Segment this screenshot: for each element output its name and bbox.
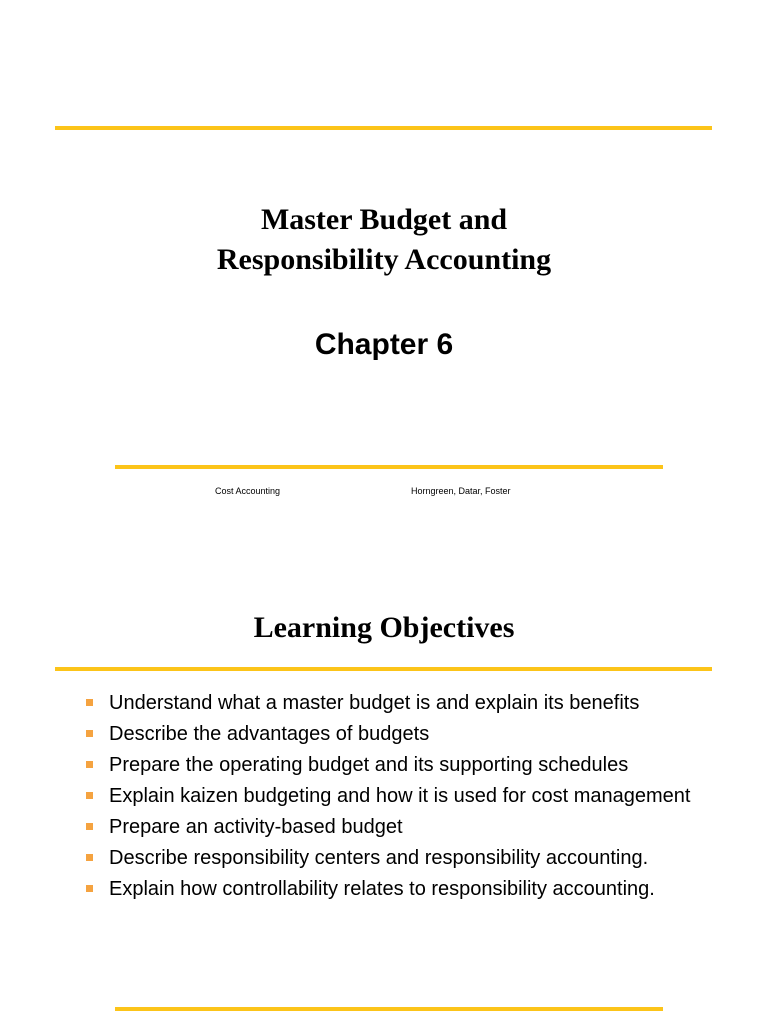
objective-text: Explain kaizen budgeting and how it is used for cost management [109,785,691,807]
list-item [86,876,726,902]
objective-text: Describe the advantages of budgets [109,723,430,745]
square-bullet-icon [86,792,93,799]
square-bullet-icon [86,885,93,892]
list-item [86,690,726,716]
top-divider [55,126,712,130]
square-bullet-icon [86,761,93,768]
square-bullet-icon [86,699,93,706]
slide-title [0,200,768,280]
list-item [86,721,726,747]
square-bullet-icon [86,730,93,737]
title-line-1: Master Budget and [260,203,508,236]
list-item [86,845,726,871]
list-item [86,814,726,840]
square-bullet-icon [86,854,93,861]
objectives-divider [55,667,712,671]
objective-text: Understand what a master budget is and explain its benefits [109,692,640,714]
title-line-2: Responsibility Accounting [216,243,552,276]
objectives-list [86,690,726,907]
footer-authors: Horngreen, Datar, Foster [411,486,511,496]
objective-text: Explain how controllability relates to responsibility accounting. [109,878,655,900]
square-bullet-icon [86,823,93,830]
footer-course: Cost Accounting [215,486,281,496]
objective-text: Prepare the operating budget and its supporting schedules [109,754,629,776]
footer-divider [115,465,663,469]
objectives-title: Learning Objectives [253,611,515,644]
chapter-label: Chapter 6 [314,328,454,361]
objective-text: Prepare an activity-based budget [109,816,403,838]
bottom-divider [115,1007,663,1011]
objective-text: Describe responsibility centers and responsibility accounting. [109,847,649,869]
list-item [86,783,726,809]
list-item [86,752,726,778]
